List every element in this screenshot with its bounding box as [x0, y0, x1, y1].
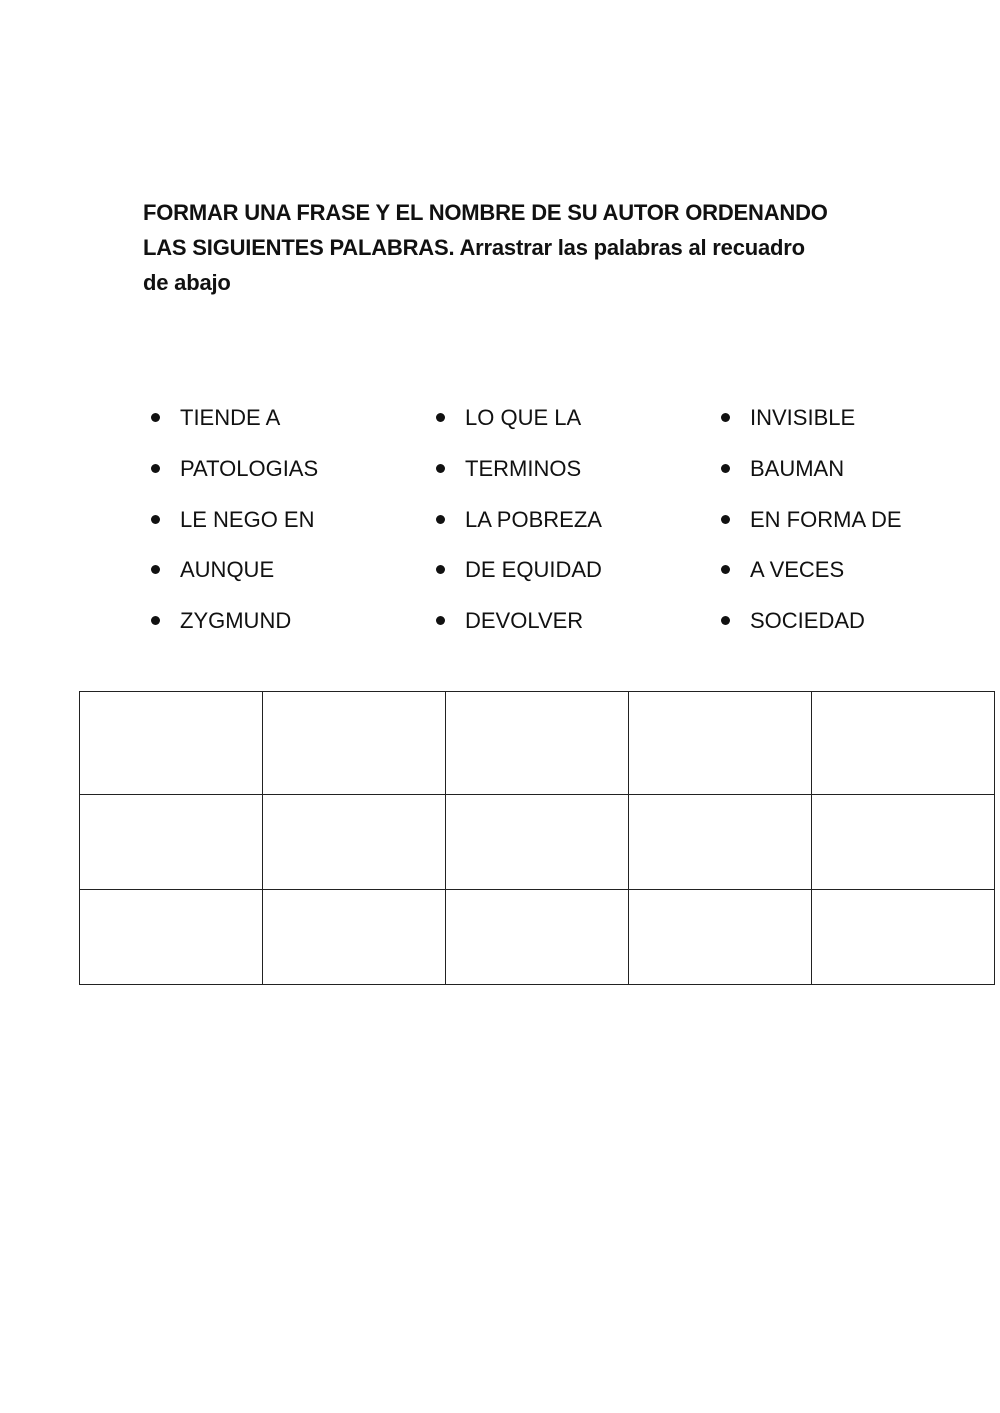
word-label: LE NEGO EN: [180, 506, 315, 532]
drop-target-cell[interactable]: [263, 795, 446, 890]
bullet-icon: [436, 616, 445, 625]
draggable-word[interactable]: [720, 601, 902, 652]
drop-target-cell[interactable]: [263, 692, 446, 795]
draggable-word[interactable]: [150, 500, 318, 551]
word-label: BAUMAN: [750, 455, 845, 481]
word-label: INVISIBLE: [750, 405, 856, 430]
word-label: TIENDE A: [180, 405, 281, 430]
bullet-icon: [436, 413, 445, 422]
draggable-word[interactable]: [720, 550, 902, 601]
answer-grid: [79, 691, 995, 985]
bullet-icon: [721, 464, 730, 473]
drop-target-cell[interactable]: [80, 795, 263, 890]
bullet-icon: [151, 464, 160, 473]
drop-target-cell[interactable]: [812, 890, 995, 985]
answer-row: [80, 795, 995, 890]
word-label: SOCIEDAD: [750, 608, 865, 634]
bullet-icon: [721, 413, 730, 422]
bullet-icon: [151, 565, 160, 574]
bullet-icon: [436, 464, 445, 473]
drop-target-cell[interactable]: [80, 692, 263, 795]
draggable-word[interactable]: [435, 398, 602, 449]
word-label: LA POBREZA: [465, 506, 602, 532]
word-column-1: [150, 398, 318, 652]
draggable-word[interactable]: [435, 550, 602, 601]
instructions-text: [143, 195, 863, 300]
word-bank: [0, 398, 1000, 658]
draggable-word[interactable]: [150, 398, 318, 449]
drop-target-cell[interactable]: [80, 890, 263, 985]
bullet-icon: [721, 616, 730, 625]
word-label: TERMINOS: [465, 455, 582, 481]
instructions-line-2: LAS SIGUIENTES PALABRAS. Arrastrar las palabras al recuadro: [143, 235, 805, 260]
draggable-word[interactable]: [720, 500, 902, 551]
word-label: EN FORMA DE: [750, 506, 902, 532]
word-label: ZYGMUND: [180, 608, 292, 634]
instructions-line-3: de abajo: [143, 270, 231, 295]
drop-target-cell[interactable]: [629, 692, 812, 795]
drop-target-cell[interactable]: [263, 890, 446, 985]
bullet-icon: [151, 413, 160, 422]
drop-target-cell[interactable]: [629, 890, 812, 985]
word-label: DE EQUIDAD: [465, 557, 602, 583]
drop-target-cell[interactable]: [446, 890, 629, 985]
word-label: AUNQUE: [180, 557, 275, 583]
word-label: LO QUE LA: [465, 405, 582, 430]
word-column-2: [435, 398, 602, 652]
word-label: A VECES: [750, 557, 845, 583]
bullet-icon: [436, 565, 445, 574]
word-label: PATOLOGIAS: [180, 455, 319, 481]
answer-row: [80, 890, 995, 985]
draggable-word[interactable]: [720, 398, 902, 449]
bullet-icon: [436, 515, 445, 524]
draggable-word[interactable]: [720, 449, 902, 500]
instructions-line-1: FORMAR UNA FRASE Y EL NOMBRE DE SU AUTOR ORDENANDO: [143, 200, 828, 225]
draggable-word[interactable]: [150, 449, 318, 500]
drop-target-cell[interactable]: [446, 692, 629, 795]
draggable-word[interactable]: [150, 601, 318, 652]
draggable-word[interactable]: [435, 500, 602, 551]
drop-target-cell[interactable]: [629, 795, 812, 890]
answer-row: [80, 692, 995, 795]
draggable-word[interactable]: [435, 449, 602, 500]
drop-target-cell[interactable]: [812, 795, 995, 890]
draggable-word[interactable]: [150, 550, 318, 601]
bullet-icon: [151, 616, 160, 625]
bullet-icon: [151, 515, 160, 524]
bullet-icon: [721, 565, 730, 574]
drop-target-cell[interactable]: [446, 795, 629, 890]
word-column-3: [720, 398, 902, 652]
word-label: DEVOLVER: [465, 608, 584, 634]
drop-target-cell[interactable]: [812, 692, 995, 795]
bullet-icon: [721, 515, 730, 524]
draggable-word[interactable]: [435, 601, 602, 652]
